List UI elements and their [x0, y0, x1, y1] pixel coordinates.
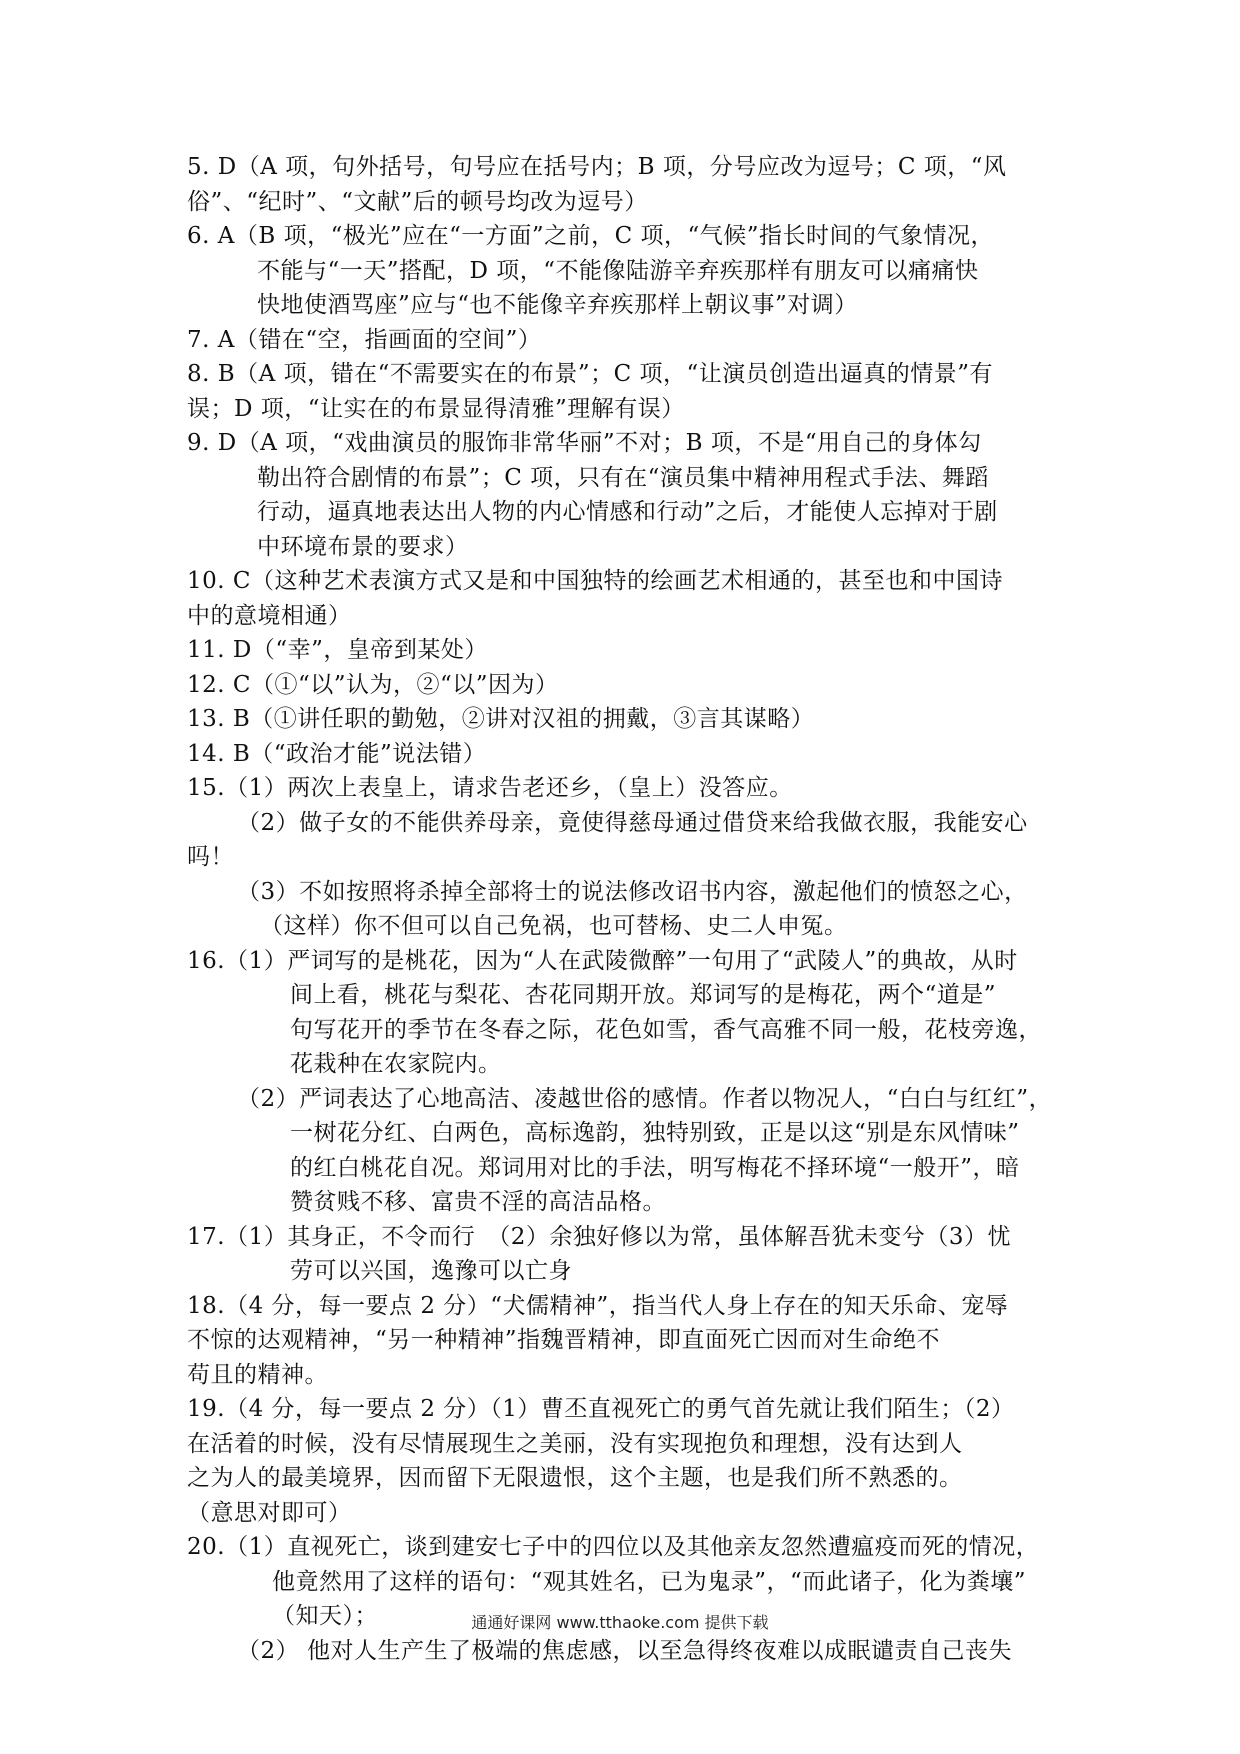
answer-item-17: [0, 1220, 1240, 1289]
answer-item-16: [0, 944, 1240, 1220]
answer-line: 16.（1）严词写的是桃花，因为“人在武陵微醉”一句用了“武陵人”的典故，从时: [187, 947, 1018, 974]
answer-line: 10. C（这种艺术表演方式又是和中国独特的绘画艺术相通的，甚至也和中国诗: [187, 568, 1003, 594]
answer-line: 不能与“一天”搭配，D 项，“不能像陆游辛弃疾那样有朋友可以痛痛快: [257, 257, 979, 284]
answer-line: 11. D（“幸”，皇帝到某处）: [187, 637, 488, 663]
answer-line: 苟且的精神。: [187, 1361, 328, 1388]
answer-line: 劳可以兴国，逸豫可以亡身: [290, 1258, 572, 1284]
answer-line: 5. D（A 项，句外括号，句号应在括号内；B 项，分号应改为逗号；C 项，“风: [187, 154, 1007, 180]
answer-line: 17.（1）其身正，不令而行 （2）余独好修以为常，虽体解吾犹未变兮（3）忧: [187, 1223, 1011, 1250]
answer-line: （2）做子女的不能供养母亲，竟使得慈母通过借贷来给我做衣服，我能安心: [237, 809, 1028, 836]
answer-key: [0, 150, 1240, 1668]
answer-line: 8. B（A 项，错在“不需要实在的布景”；C 项，“让演员创造出逼真的情景”有: [187, 361, 994, 387]
answer-line: 9. D（A 项，“戏曲演员的服饰非常华丽”不对；B 项，不是“用自己的身体勾: [187, 430, 982, 456]
answer-line: 的红白桃花自况。郑词用对比的手法，明写梅花不择环境“一般开”，暗: [290, 1154, 1020, 1181]
answer-line: 勒出符合剧情的布景”；C 项，只有在“演员集中精神用程式手法、舞蹈: [257, 464, 989, 491]
answer-item-15: [0, 771, 1240, 944]
answer-item-19: [0, 1392, 1240, 1530]
answer-line: 一树花分红、白两色，高标逸韵，独特别致，正是以这“别是东风情味”: [290, 1120, 1020, 1146]
answer-line: （2）严词表达了心地高洁、凌越世俗的感情。作者以物况人，“白白与红红”，: [237, 1085, 1053, 1112]
answer-line: 中环境布景的要求）: [257, 533, 469, 560]
answer-line: 20.（1）直视死亡，谈到建安七子中的四位以及其他亲友忽然遭瘟疫而死的情况，: [187, 1534, 1040, 1560]
answer-item-12: [0, 668, 1240, 703]
answer-line: 18.（4 分，每一要点 2 分）“犬儒精神”，指当代人身上存在的知天乐命、宠辱: [187, 1292, 1009, 1319]
answer-item-5: [0, 150, 1240, 219]
answer-item-18: [0, 1289, 1240, 1393]
answer-line: 在活着的时候，没有尽情展现生之美丽，没有实现抱负和理想，没有达到人: [187, 1430, 963, 1457]
answer-item-6: [0, 219, 1240, 323]
answer-line: 19.（4 分，每一要点 2 分）（1）曹丕直视死亡的勇气首先就让我们陌生；（2）: [187, 1396, 1015, 1422]
answer-line: 12. C（①“以”认为，②“以”因为）: [187, 671, 559, 698]
answer-line: 13. B（①讲任职的勤勉，②讲对汉祖的拥戴，③言其谋略）: [187, 706, 815, 732]
page-footer: 通通好课网 www.tthaoke.com 提供下载: [471, 1613, 769, 1632]
answer-item-20: [0, 1530, 1240, 1668]
answer-line: 花栽种在农家院内。: [290, 1051, 502, 1077]
answer-item-10: [0, 564, 1240, 633]
answer-item-8: [0, 357, 1240, 426]
answer-line: 不惊的达观精神，“另一种精神”指魏晋精神，即直面死亡因而对生命绝不: [187, 1327, 941, 1353]
answer-line: 7. A（错在“空，指画面的空间”）: [187, 326, 542, 353]
answer-line: （意思对即可）: [187, 1499, 352, 1526]
answer-line: （知天）；: [272, 1603, 378, 1629]
answer-item-9: [0, 426, 1240, 564]
answer-line: （3）不如按照将杀掉全部将士的说法修改诏书内容，激起他们的愤怒之心，: [237, 878, 1028, 905]
answer-line: 间上看，桃花与梨花、杏花同期开放。郑词写的是梅花，两个“道是”: [290, 982, 997, 1008]
answer-item-13: [0, 702, 1240, 737]
answer-line: 误；D 项，“让实在的布景显得清雅”理解有误）: [187, 395, 685, 422]
answer-item-7: [0, 323, 1240, 358]
answer-line: （这样）你不但可以自己免祸，也可替杨、史二人申冤。: [260, 913, 848, 939]
answer-line: （2） 他对人生产生了极端的焦虑感，以至急得终夜难以成眠谴责自己丧失: [237, 1637, 1012, 1664]
answer-line: 6. A（B 项，“极光”应在“一方面”之前，C 项，“气候”指长时间的气象情况，: [187, 223, 995, 249]
answer-line: 他竟然用了这样的语句：“观其姓名，已为鬼录”，“而此诸子，化为粪壤”: [272, 1568, 1027, 1595]
answer-line: 句写花开的季节在冬春之际，花色如雪，香气高雅不同一般，花枝旁逸，: [290, 1016, 1042, 1043]
answer-line: 快地使酒骂座”应与“也不能像辛弃疾那样上朝议事”对调）: [257, 292, 858, 318]
answer-item-11: [0, 633, 1240, 668]
answer-line: 14. B（“政治才能”说法错）: [187, 740, 487, 767]
answer-line: 俗”、“纪时”、“文献”后的顿号均改为逗号）: [187, 188, 648, 215]
answer-line: 行动，逼真地表达出人物的内心情感和行动”之后，才能使人忘掉对于剧: [257, 499, 998, 525]
answer-line: 赞贫贱不移、富贵不淫的高洁品格。: [290, 1189, 666, 1215]
answer-line: 吗！: [187, 844, 234, 870]
answer-item-14: [0, 737, 1240, 772]
answer-line: 之为人的最美境界，因而留下无限遗恨，这个主题，也是我们所不熟悉的。: [187, 1465, 963, 1491]
answer-line: 15.（1）两次上表皇上，请求告老还乡，（皇上）没答应。: [187, 775, 793, 801]
answer-line: 中的意境相通）: [187, 602, 352, 629]
